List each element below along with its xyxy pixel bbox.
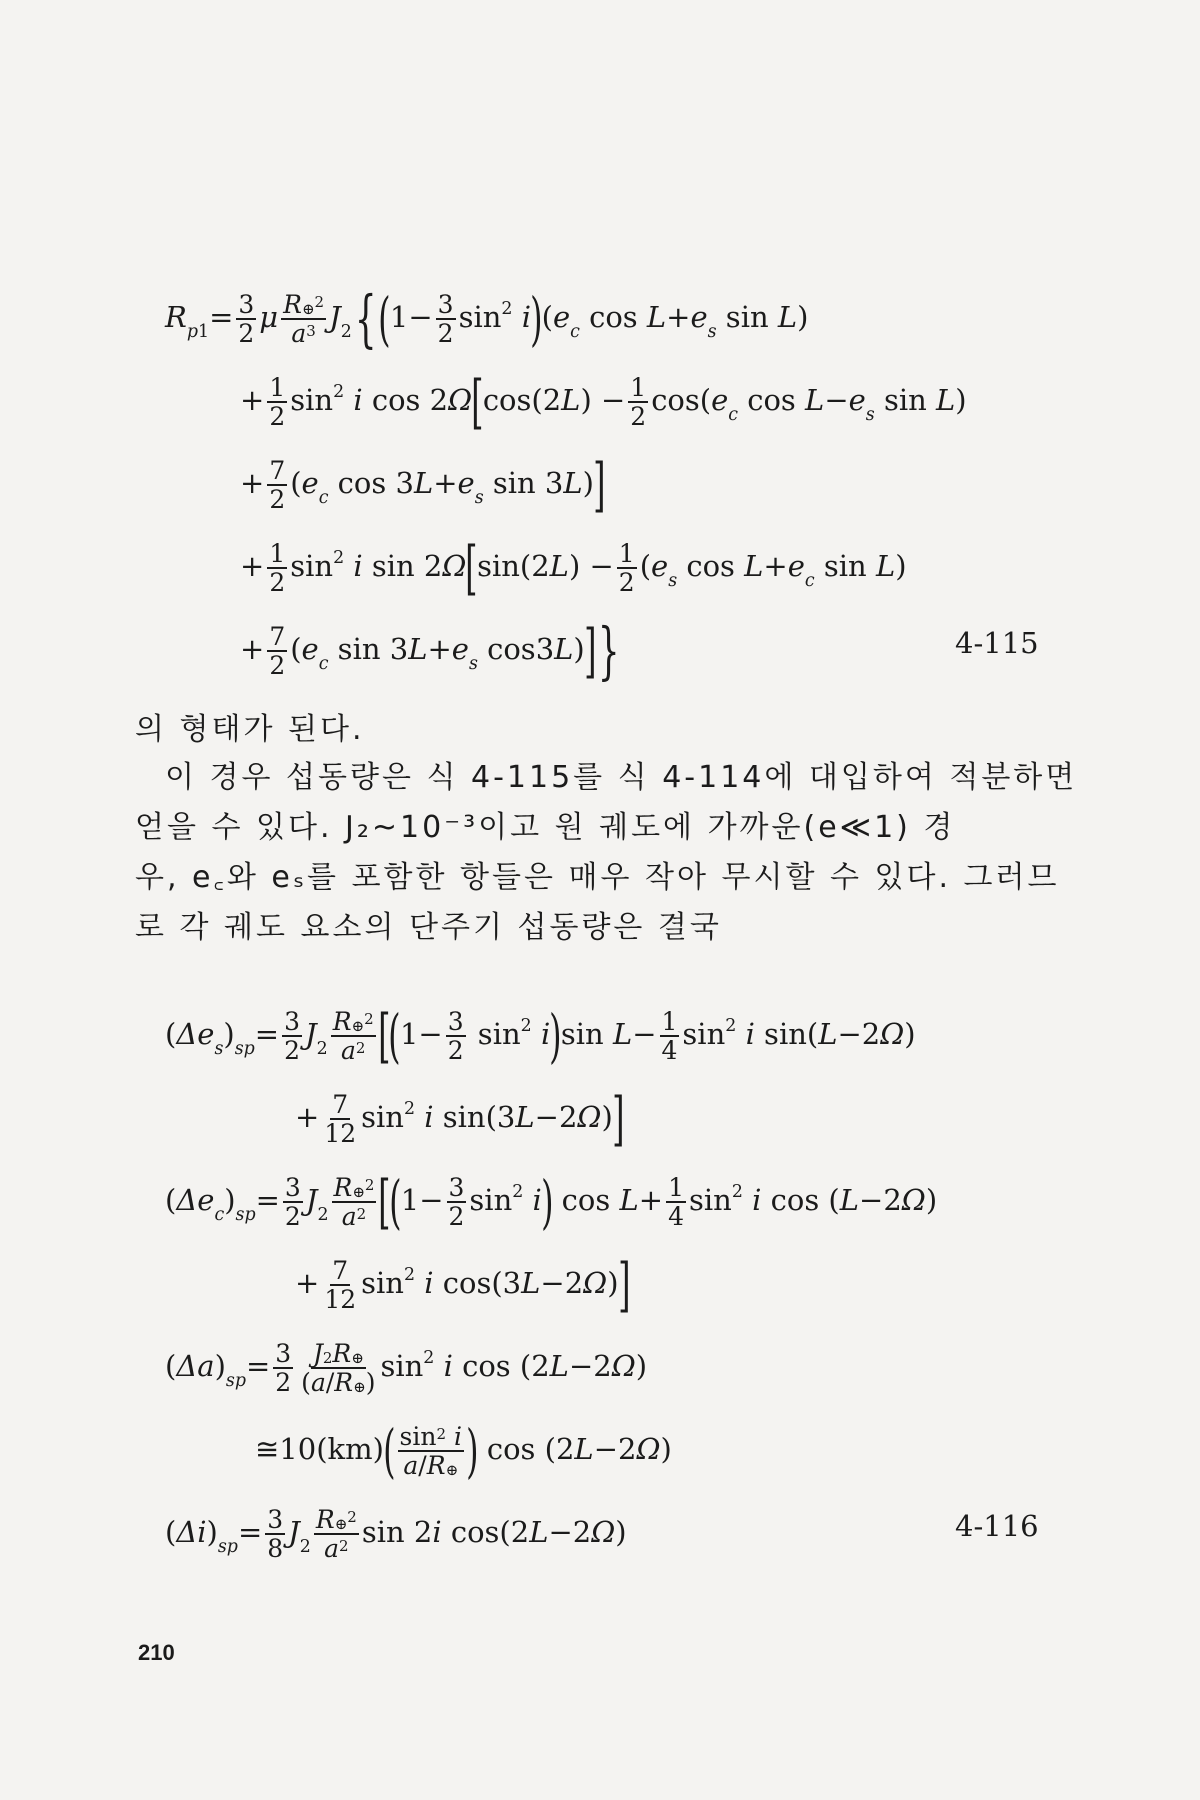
intro-text: 의 형태가 된다. bbox=[135, 712, 365, 747]
page-number: 210 bbox=[138, 1640, 175, 1665]
eq-4-115-line-2: + $\frac{1}{2}$ $\sin^2 i$ cos 2Ω[cos(2L) − $\frac{1}{2}$ $\cos(e_c$ $\cos L-e_s$ sin L) bbox=[240, 368, 967, 436]
eq-4-115-line-4: + $\frac{1}{2}$ $\sin^2 i$ sin 2Ω[sin(2L) − $\frac{1}{2}$ ($e_s$ $\cos L+e_c$ sin L) bbox=[240, 534, 907, 602]
paragraph-line-1: 이 경우 섭동량은 식 4-115를 식 4-114에 대입하여 적분하면 bbox=[165, 760, 1078, 795]
eq-4-116-delta-es: $(\Delta e_s)_{sp}=$ $\frac{3}{2}$ $J_2$ $\frac{R_\oplus^2}{a^2}$ [(1− $\frac{3}{2}$ $\sin^2 i)\sin$ L− $\frac{1}{4}$ $\sin^2 i$ sin(L−2Ω) bbox=[165, 1002, 916, 1070]
eq-4-116-delta-a: $(\Delta a)_{sp}=$ $\frac{3}{2}$ $\frac{J_2R_\oplus}{(a/R_\oplus)}$ $\sin^2 i$ cos (2L−2Ω) bbox=[165, 1339, 648, 1397]
eq-4-116-delta-ec-cont: + $\frac{7}{12}$ $\sin^2 i$ cos(3L−2Ω)] bbox=[295, 1251, 631, 1319]
equation-number-4-116: 4-116 bbox=[955, 1509, 1039, 1543]
eq-4-116-delta-ec: $(\Delta e_c)_{sp}=$ $\frac{3}{2}$ $J_2$ $\frac{R_\oplus^2}{a^2}$ [(1− $\frac{3}{2}$ $\sin^2 i$) cos L+ $\frac{1}{4}$ $\sin^2 i$ cos (L−2Ω) bbox=[165, 1168, 938, 1236]
paragraph-line-4: 로 각 궤도 요소의 단주기 섭동량은 결국 bbox=[135, 910, 722, 945]
eq-4-116-delta-es-cont: + $\frac{7}{12}$ $\sin^2 i$ sin(3L−2Ω)] bbox=[295, 1085, 625, 1153]
paragraph-line-2: 얻을 수 있다. J₂~10⁻³이고 원 궤도에 가까운(e≪1) 경 bbox=[135, 810, 956, 845]
eq-4-116-delta-a-approx: ≅10(km)( $\frac{\sin^2 i}{a/R_\oplus}$ ) cos (2L−2Ω) bbox=[255, 1417, 672, 1485]
eq-4-115-line-1: $R_{p1}=$ $\frac{3}{2}$ μ $\frac{R_\oplus^2}{a^3}$ $J_2\{(1-$ $\frac{3}{2}$ $\sin^2 i)(e_c$ $\cos L+e_s$ sin L) bbox=[165, 282, 809, 355]
equation-number-4-115: 4-115 bbox=[955, 626, 1039, 660]
paragraph-line-3: 우, e꜀와 eₛ를 포함한 항들은 매우 작아 무시할 수 있다. 그러므 bbox=[135, 860, 1060, 895]
eq-4-116-delta-i: $(\Delta i)_{sp}=$ $\frac{3}{8}$ $J_2$ $\frac{R_\oplus^2}{a^2}$ sin 2i cos(2L−2Ω) bbox=[165, 1505, 627, 1563]
eq-4-115-line-5: + $\frac{7}{2}$ ($e_c$ $\sin 3L+e_s$ cos3L)]} bbox=[240, 614, 620, 687]
eq-4-115-line-3: + $\frac{7}{2}$ ($e_c$ $\cos 3L+e_s$ sin 3L)] bbox=[240, 451, 606, 519]
